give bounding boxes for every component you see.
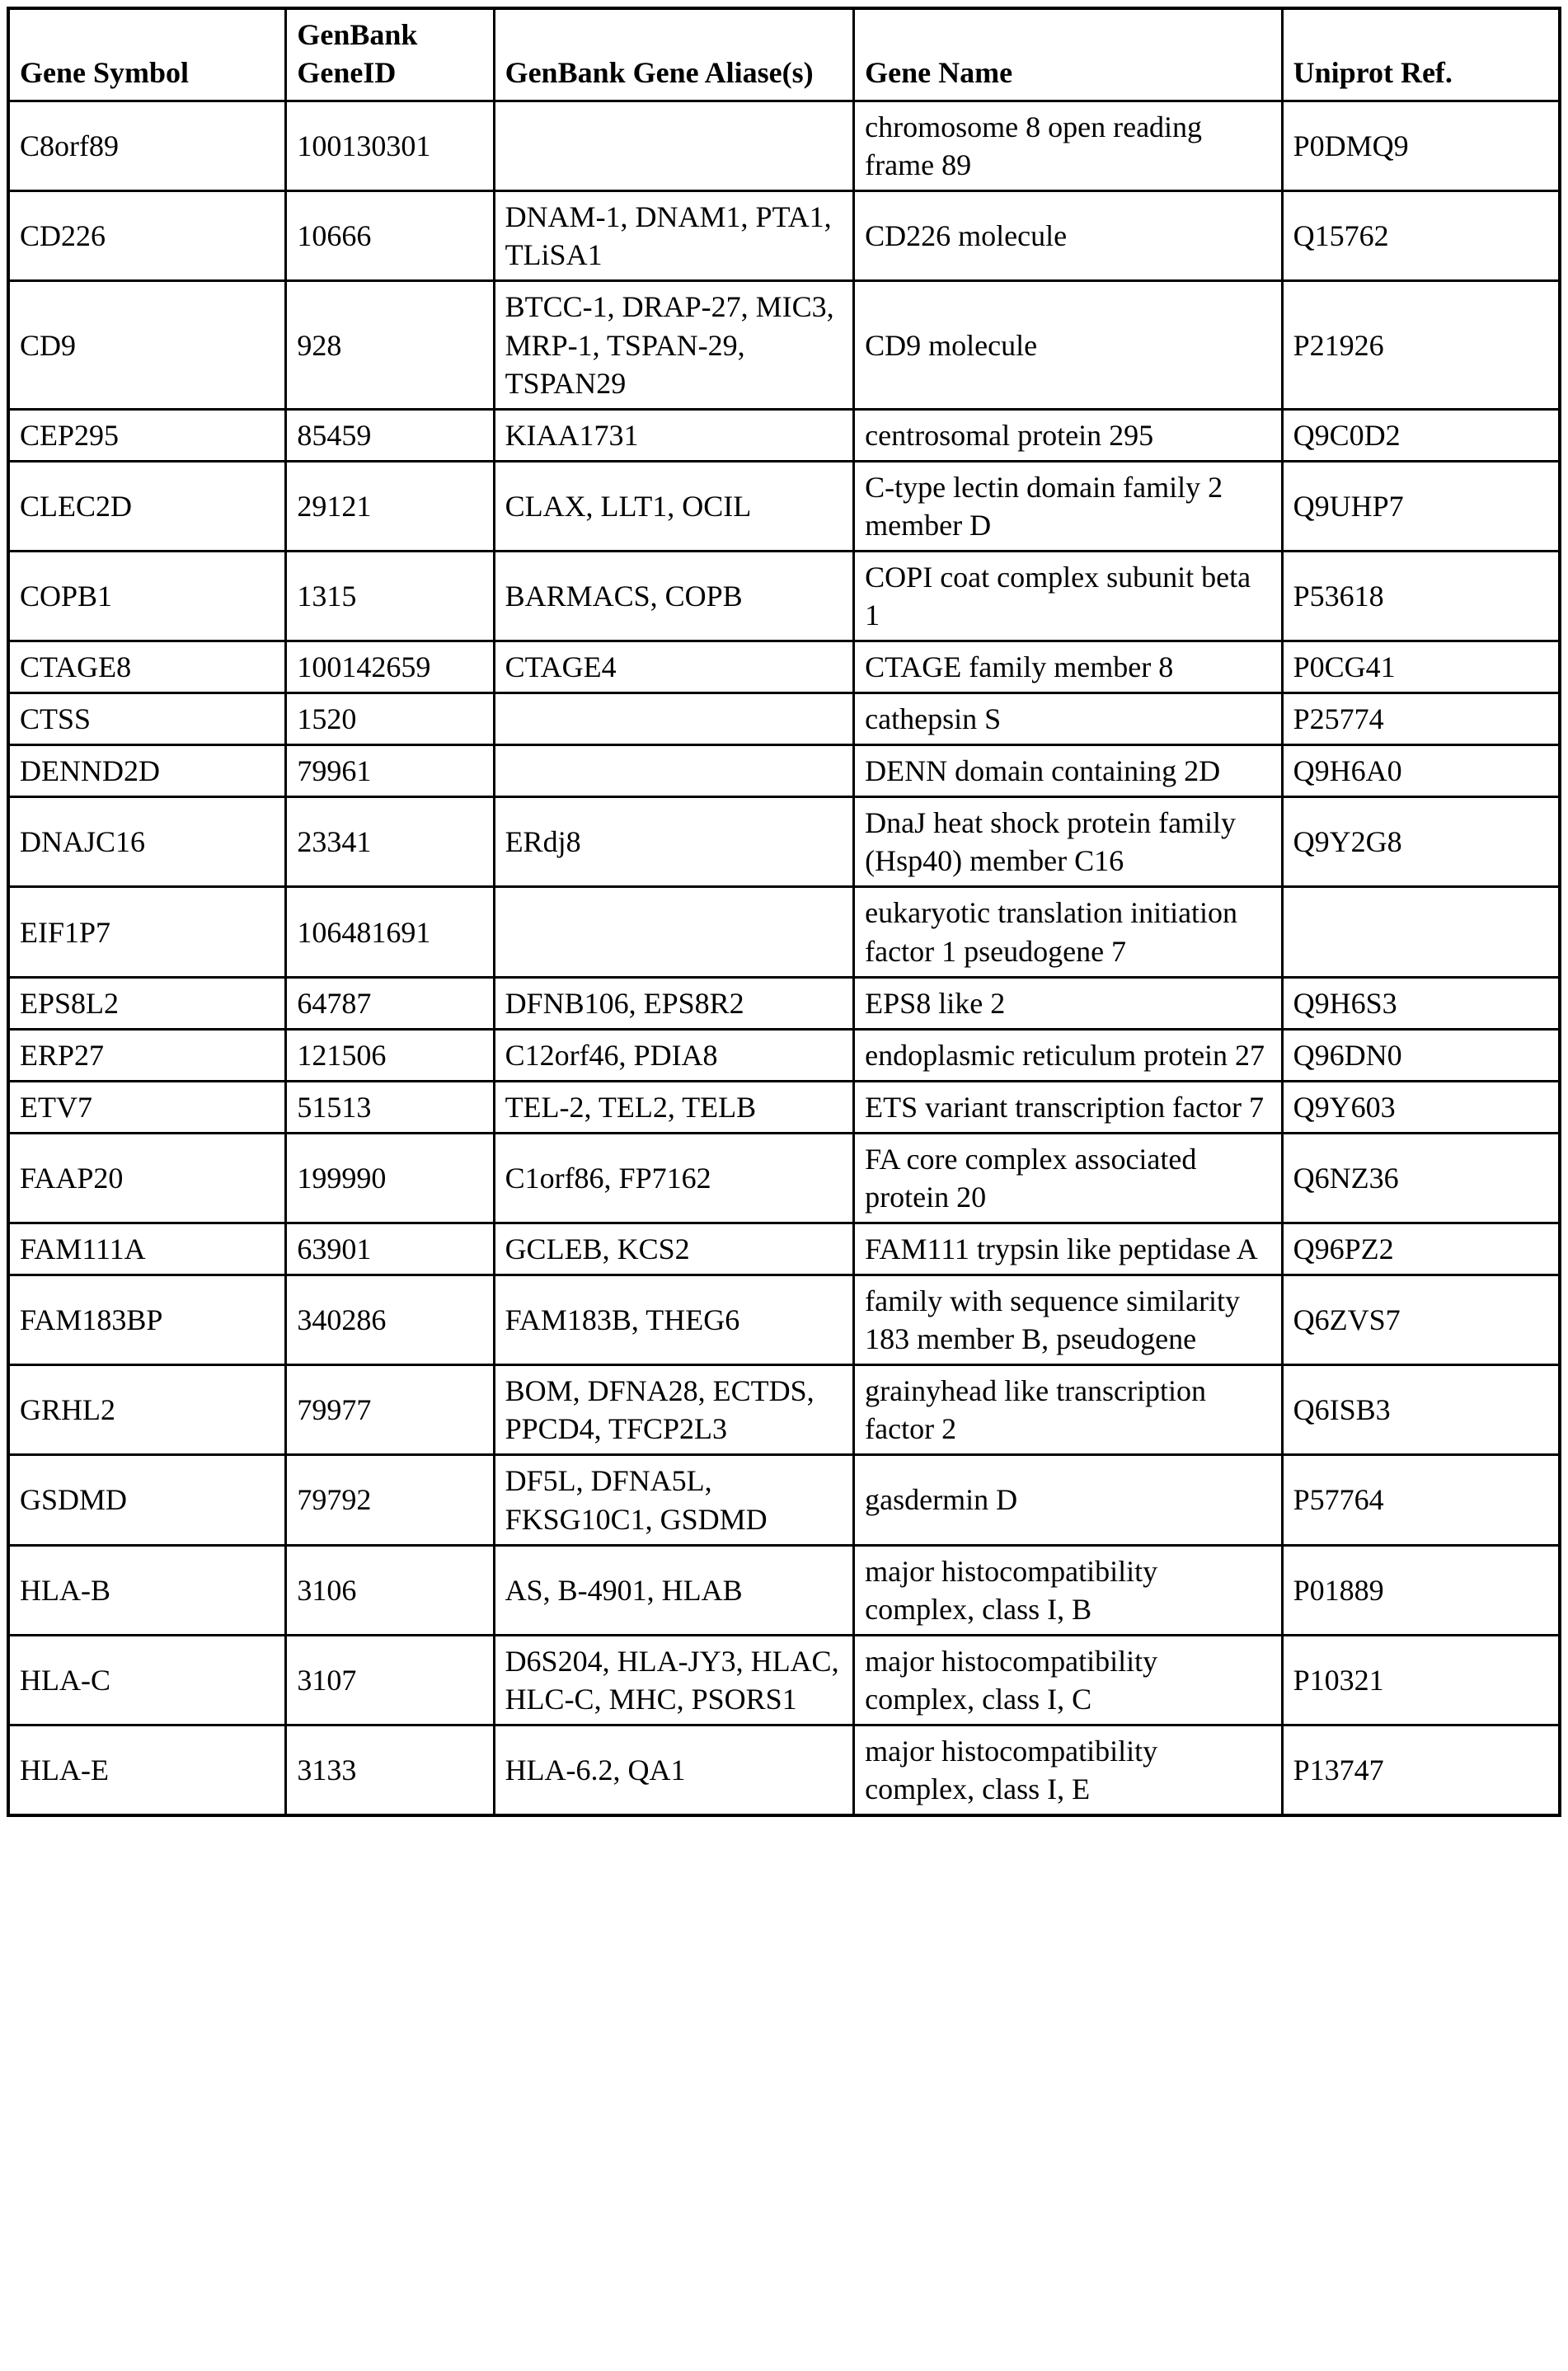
cell-gene-symbol: HLA-B: [8, 1545, 286, 1635]
cell-genbank-aliases: TEL-2, TEL2, TELB: [494, 1081, 854, 1133]
cell-genbank-aliases: HLA-6.2, QA1: [494, 1725, 854, 1815]
cell-uniprot-ref: P21926: [1282, 281, 1560, 409]
cell-gene-name: DENN domain containing 2D: [854, 745, 1282, 797]
cell-gene-symbol: COPB1: [8, 551, 286, 641]
cell-genbank-geneid: 79977: [286, 1365, 494, 1455]
cell-genbank-aliases: KIAA1731: [494, 409, 854, 461]
cell-genbank-geneid: 928: [286, 281, 494, 409]
cell-gene-symbol: ERP27: [8, 1029, 286, 1081]
cell-gene-symbol: CTAGE8: [8, 641, 286, 693]
cell-genbank-geneid: 3106: [286, 1545, 494, 1635]
table-row: [8, 977, 1560, 1029]
table-row: [8, 1455, 1560, 1545]
table-row: [8, 1133, 1560, 1223]
cell-gene-symbol: GSDMD: [8, 1455, 286, 1545]
cell-gene-name: endoplasmic reticulum protein 27: [854, 1029, 1282, 1081]
cell-genbank-aliases: CLAX, LLT1, OCIL: [494, 461, 854, 551]
gene-table: [7, 7, 1561, 1817]
cell-uniprot-ref: Q9UHP7: [1282, 461, 1560, 551]
cell-genbank-geneid: 3107: [286, 1635, 494, 1725]
cell-genbank-geneid: 10666: [286, 191, 494, 281]
cell-gene-name: major histocompatibility complex, class I, C: [854, 1635, 1282, 1725]
cell-gene-name: CD226 molecule: [854, 191, 1282, 281]
cell-uniprot-ref: Q96DN0: [1282, 1029, 1560, 1081]
cell-genbank-aliases: BTCC-1, DRAP-27, MIC3, MRP-1, TSPAN-29, TSPAN29: [494, 281, 854, 409]
cell-genbank-aliases: FAM183B, THEG6: [494, 1275, 854, 1365]
cell-genbank-geneid: 23341: [286, 797, 494, 887]
cell-gene-name: grainyhead like transcription factor 2: [854, 1365, 1282, 1455]
table-row: [8, 1223, 1560, 1275]
cell-gene-symbol: DNAJC16: [8, 797, 286, 887]
cell-genbank-aliases: [494, 745, 854, 797]
cell-uniprot-ref: Q9C0D2: [1282, 409, 1560, 461]
cell-uniprot-ref: Q96PZ2: [1282, 1223, 1560, 1275]
cell-gene-symbol: DENND2D: [8, 745, 286, 797]
table-row: [8, 1081, 1560, 1133]
cell-gene-symbol: HLA-C: [8, 1635, 286, 1725]
cell-genbank-aliases: GCLEB, KCS2: [494, 1223, 854, 1275]
cell-gene-name: family with sequence similarity 183 member B, pseudogene: [854, 1275, 1282, 1365]
cell-genbank-aliases: D6S204, HLA-JY3, HLAC, HLC-C, MHC, PSORS1: [494, 1635, 854, 1725]
cell-uniprot-ref: Q15762: [1282, 191, 1560, 281]
cell-gene-name: gasdermin D: [854, 1455, 1282, 1545]
cell-gene-symbol: FAM111A: [8, 1223, 286, 1275]
header-gene-symbol: Gene Symbol: [8, 8, 286, 101]
table-head: [8, 8, 1560, 101]
table-row: [8, 461, 1560, 551]
cell-genbank-aliases: [494, 693, 854, 745]
cell-uniprot-ref: Q9Y603: [1282, 1081, 1560, 1133]
cell-gene-symbol: CD9: [8, 281, 286, 409]
table-row: [8, 191, 1560, 281]
cell-uniprot-ref: P53618: [1282, 551, 1560, 641]
cell-genbank-geneid: 63901: [286, 1223, 494, 1275]
cell-uniprot-ref: P25774: [1282, 693, 1560, 745]
cell-gene-name: FAM111 trypsin like peptidase A: [854, 1223, 1282, 1275]
cell-gene-name: CD9 molecule: [854, 281, 1282, 409]
cell-gene-symbol: FAM183BP: [8, 1275, 286, 1365]
cell-genbank-geneid: 79961: [286, 745, 494, 797]
cell-gene-name: major histocompatibility complex, class I, B: [854, 1545, 1282, 1635]
cell-genbank-geneid: 1520: [286, 693, 494, 745]
cell-genbank-aliases: DF5L, DFNA5L, FKSG10C1, GSDMD: [494, 1455, 854, 1545]
cell-genbank-aliases: DNAM-1, DNAM1, PTA1, TLiSA1: [494, 191, 854, 281]
cell-gene-symbol: FAAP20: [8, 1133, 286, 1223]
cell-uniprot-ref: Q9H6S3: [1282, 977, 1560, 1029]
cell-gene-name: DnaJ heat shock protein family (Hsp40) member C16: [854, 797, 1282, 887]
cell-uniprot-ref: P10321: [1282, 1635, 1560, 1725]
table-row: [8, 281, 1560, 409]
cell-gene-symbol: C8orf89: [8, 101, 286, 191]
header-uniprot-ref: Uniprot Ref.: [1282, 8, 1560, 101]
cell-uniprot-ref: Q6NZ36: [1282, 1133, 1560, 1223]
cell-uniprot-ref: P0CG41: [1282, 641, 1560, 693]
cell-gene-name: cathepsin S: [854, 693, 1282, 745]
cell-gene-name: FA core complex associated protein 20: [854, 1133, 1282, 1223]
cell-gene-name: eukaryotic translation initiation factor 1 pseudogene 7: [854, 887, 1282, 977]
cell-genbank-geneid: 29121: [286, 461, 494, 551]
cell-genbank-aliases: DFNB106, EPS8R2: [494, 977, 854, 1029]
cell-gene-symbol: ETV7: [8, 1081, 286, 1133]
header-genbank-geneid: GenBank GeneID: [286, 8, 494, 101]
table-row: [8, 797, 1560, 887]
cell-genbank-aliases: AS, B-4901, HLAB: [494, 1545, 854, 1635]
table-row: [8, 693, 1560, 745]
cell-genbank-aliases: C1orf86, FP7162: [494, 1133, 854, 1223]
cell-uniprot-ref: Q9Y2G8: [1282, 797, 1560, 887]
cell-genbank-aliases: BOM, DFNA28, ECTDS, PPCD4, TFCP2L3: [494, 1365, 854, 1455]
cell-gene-symbol: GRHL2: [8, 1365, 286, 1455]
cell-genbank-aliases: BARMACS, COPB: [494, 551, 854, 641]
cell-gene-name: centrosomal protein 295: [854, 409, 1282, 461]
header-genbank-aliases: GenBank Gene Aliase(s): [494, 8, 854, 101]
cell-gene-symbol: HLA-E: [8, 1725, 286, 1815]
cell-uniprot-ref: P0DMQ9: [1282, 101, 1560, 191]
cell-genbank-geneid: 100130301: [286, 101, 494, 191]
cell-genbank-aliases: C12orf46, PDIA8: [494, 1029, 854, 1081]
table-row: [8, 1635, 1560, 1725]
table-row: [8, 1275, 1560, 1365]
cell-genbank-geneid: 340286: [286, 1275, 494, 1365]
table-row: [8, 641, 1560, 693]
cell-genbank-geneid: 85459: [286, 409, 494, 461]
cell-genbank-geneid: 106481691: [286, 887, 494, 977]
cell-genbank-aliases: ERdj8: [494, 797, 854, 887]
cell-uniprot-ref: P13747: [1282, 1725, 1560, 1815]
cell-genbank-aliases: CTAGE4: [494, 641, 854, 693]
cell-gene-symbol: CTSS: [8, 693, 286, 745]
cell-genbank-geneid: 64787: [286, 977, 494, 1029]
cell-gene-name: CTAGE family member 8: [854, 641, 1282, 693]
cell-uniprot-ref: Q6ZVS7: [1282, 1275, 1560, 1365]
cell-gene-name: chromosome 8 open reading frame 89: [854, 101, 1282, 191]
table-row: [8, 409, 1560, 461]
cell-genbank-geneid: 51513: [286, 1081, 494, 1133]
cell-uniprot-ref: Q9H6A0: [1282, 745, 1560, 797]
cell-gene-symbol: CEP295: [8, 409, 286, 461]
cell-gene-symbol: CD226: [8, 191, 286, 281]
cell-gene-name: C-type lectin domain family 2 member D: [854, 461, 1282, 551]
cell-genbank-geneid: 121506: [286, 1029, 494, 1081]
header-row: [8, 8, 1560, 101]
cell-uniprot-ref: Q6ISB3: [1282, 1365, 1560, 1455]
cell-gene-name: major histocompatibility complex, class I, E: [854, 1725, 1282, 1815]
header-gene-name: Gene Name: [854, 8, 1282, 101]
cell-gene-name: COPI coat complex subunit beta 1: [854, 551, 1282, 641]
cell-gene-symbol: EIF1P7: [8, 887, 286, 977]
cell-genbank-geneid: 3133: [286, 1725, 494, 1815]
cell-gene-symbol: EPS8L2: [8, 977, 286, 1029]
cell-genbank-geneid: 1315: [286, 551, 494, 641]
table-row: [8, 745, 1560, 797]
table-row: [8, 1725, 1560, 1815]
cell-genbank-geneid: 100142659: [286, 641, 494, 693]
cell-uniprot-ref: [1282, 887, 1560, 977]
table-row: [8, 1365, 1560, 1455]
table-row: [8, 1545, 1560, 1635]
table-body: [8, 101, 1560, 1815]
cell-genbank-geneid: 199990: [286, 1133, 494, 1223]
table-row: [8, 551, 1560, 641]
cell-genbank-geneid: 79792: [286, 1455, 494, 1545]
cell-uniprot-ref: P01889: [1282, 1545, 1560, 1635]
cell-genbank-aliases: [494, 887, 854, 977]
cell-gene-name: ETS variant transcription factor 7: [854, 1081, 1282, 1133]
cell-genbank-aliases: [494, 101, 854, 191]
table-row: [8, 1029, 1560, 1081]
cell-gene-name: EPS8 like 2: [854, 977, 1282, 1029]
cell-uniprot-ref: P57764: [1282, 1455, 1560, 1545]
table-row: [8, 101, 1560, 191]
cell-gene-symbol: CLEC2D: [8, 461, 286, 551]
table-row: [8, 887, 1560, 977]
